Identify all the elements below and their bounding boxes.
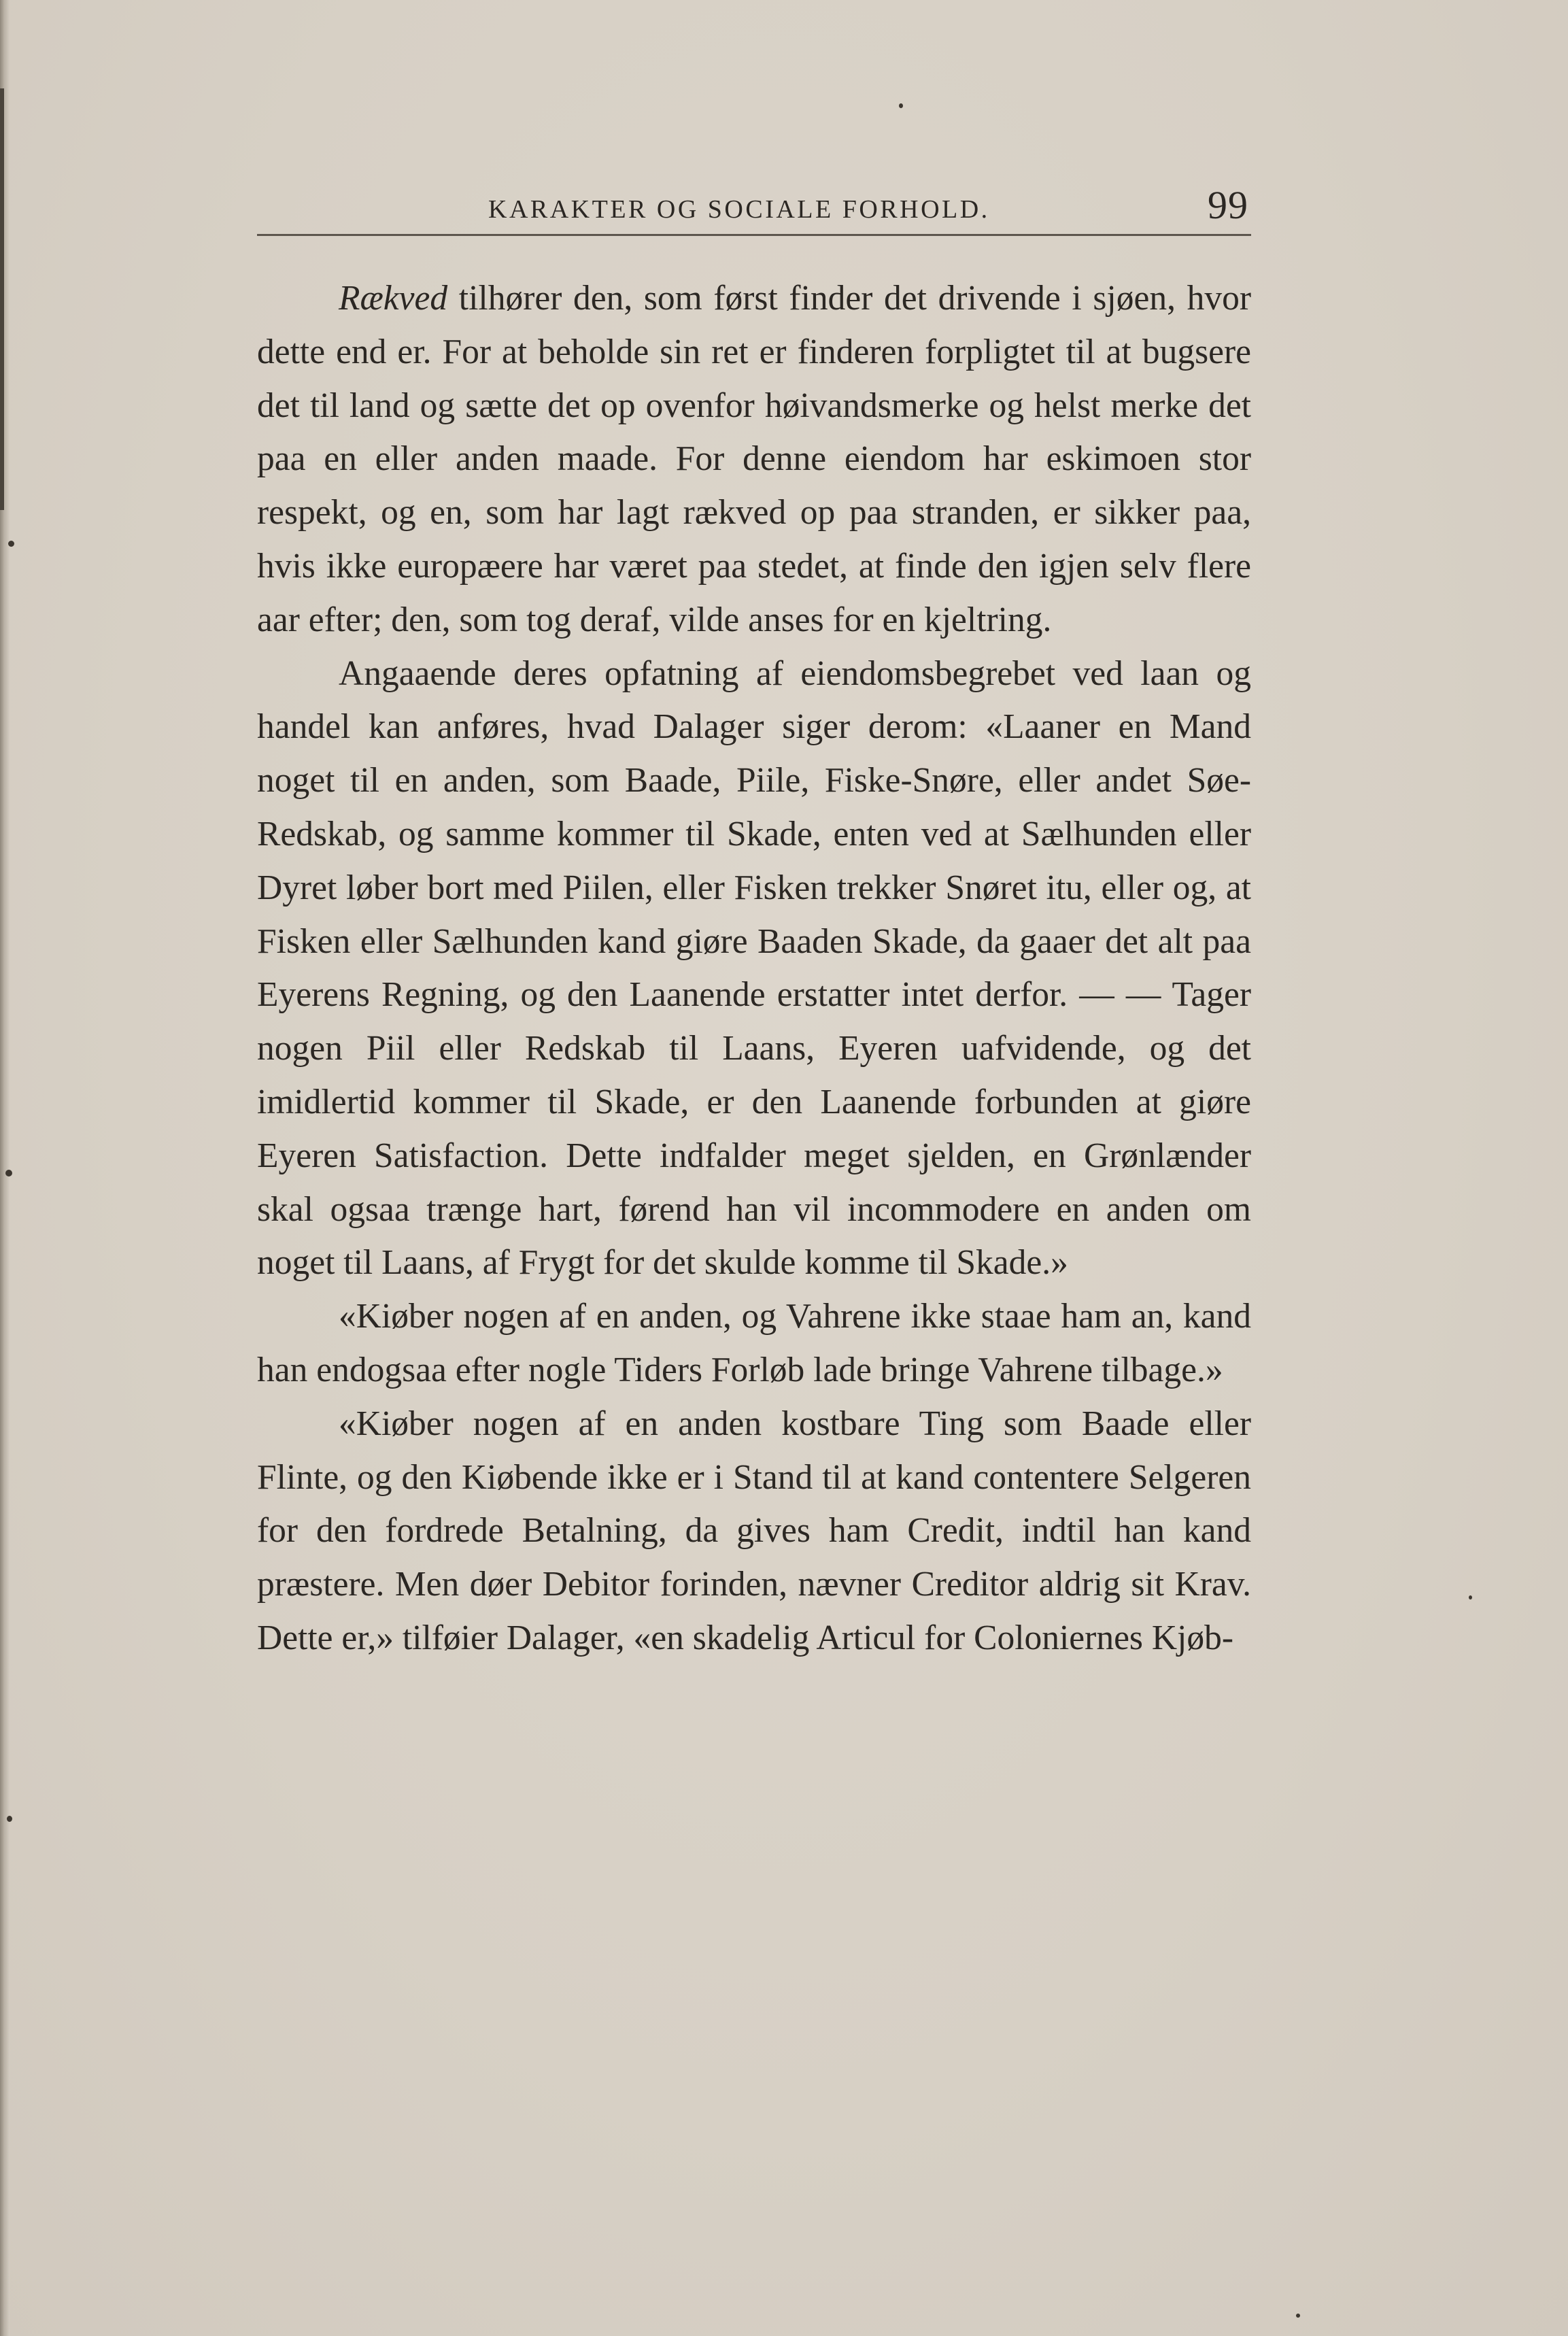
header-rule: [257, 234, 1251, 236]
paragraph-eiendomsbegreb: Angaaende deres opfatning af eiendomsbegrebet ved laan og handel kan anføres, hvad Dalager siger derom: «Laaner en Mand noget til en anden, som Baade, Piile, Fiske-Snøre, eller andet Søe-Redskab, og samme kommer til Skade, enten ved at Sælhunden eller Dyret løber bort med Piilen, eller Fisken trekker Snøret itu, eller og, at Fisken eller Sælhunden kand giøre Baaden Skade, da gaaer det alt paa Eyerens Regning, og den Laanende erstatter intet derfor. — — Tager nogen Piil eller Redskab til Laans, Eyeren uafvidende, og det imidlertid kommer til Skade, er den Laanende forbunden at giøre Eyeren Satisfaction. Dette indfalder meget sjelden, en Grønlænder skal ogsaa trænge hart, førend han vil incommodere en anden om noget til Laans, af Frygt for det skulde komme til Skade.»: [257, 654, 1251, 1283]
page-header: [257, 182, 1251, 237]
running-title: KARAKTER OG SOCIALE FORHOLD.: [488, 195, 990, 224]
paper-speck: [5, 1170, 12, 1177]
paper-speck: [1296, 2314, 1300, 2318]
paper-speck: [7, 1816, 12, 1822]
page-number: 99: [1208, 183, 1248, 227]
paper-speck: [1469, 1595, 1472, 1599]
paragraph-kiober-1: «Kiøber nogen af en anden, og Vahrene ikke staae ham an, kand han endogsaa efter nogle Tiders Forløb lade bringe Vahrene tilbage.»: [257, 1297, 1251, 1389]
body-text: [257, 272, 1251, 1665]
page-binding-shadow: [0, 88, 4, 510]
paper-speck: [8, 541, 14, 547]
paragraph-rækved: [257, 272, 1251, 647]
italic-term: Rækved: [339, 279, 448, 318]
paragraph-rækved-text: tilhører den, som først finder det drivende i sjøen, hvor dette end er. For at beholde sin ret er finderen forpligtet til at bugsere det til land og sætte det op ovenfor høivandsmerke og helst merke det paa en eller anden maade. For denne eiendom har eskimoen stor respekt, og en, som har lagt rækved op paa stranden, er sikker paa, hvis ikke europæere har været paa stedet, at finde den igjen selv flere aar efter; den, som tog deraf, vilde anses for en kjeltring.: [257, 279, 1251, 639]
paragraph-kiober-2: «Kiøber nogen af en anden kostbare Ting som Baade eller Flinte, og den Kiøbende ikke er i Stand til at kand contentere Selgeren for den fordrede Betalning, da gives ham Credit, indtil han kand præstere. Men døer Debitor forinden, nævner Creditor aldrig sit Krav. Dette er,» tilføier Dalager, «en skadelig Articul for Coloniernes Kjøb-: [257, 1404, 1251, 1657]
paper-speck: [899, 103, 903, 108]
